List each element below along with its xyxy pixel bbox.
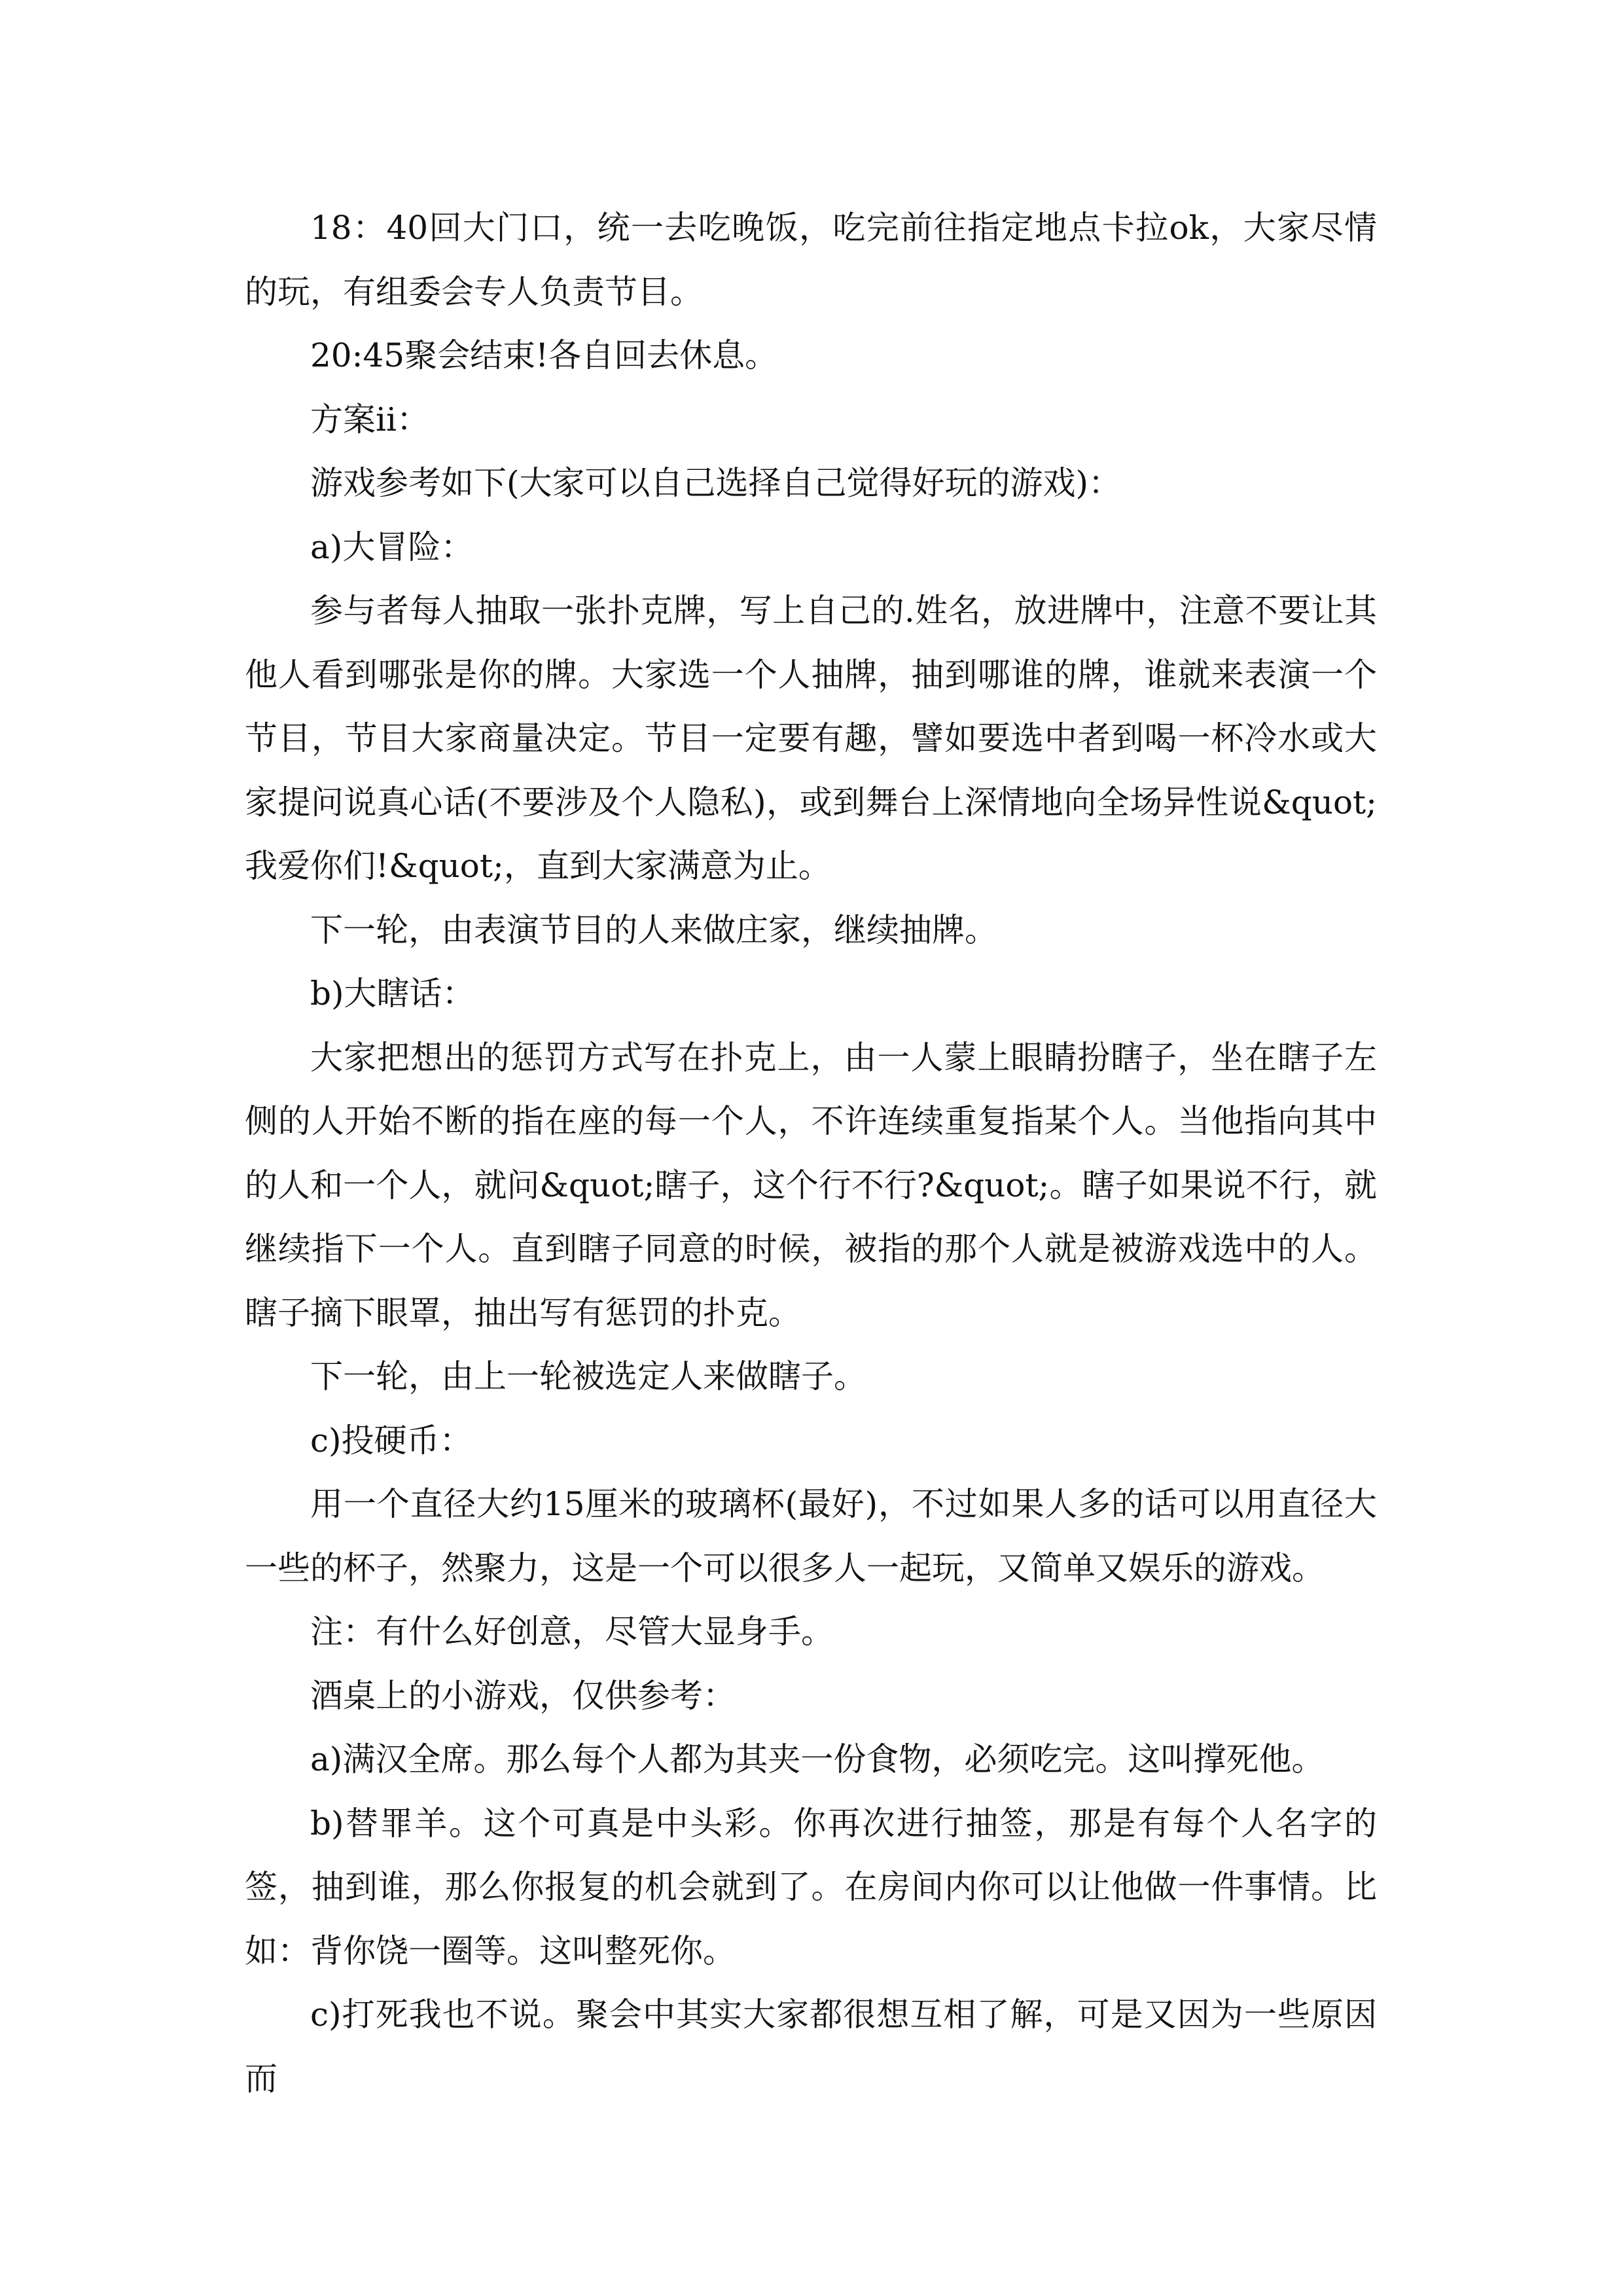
paragraph-table-game-c: c)打死我也不说。聚会中其实大家都很想互相了解，可是又因为一些原因而 — [245, 1996, 1377, 2098]
paragraph-game-a-rules: 参与者每人抽取一张扑克牌，写上自己的.姓名，放进牌中，注意不要让其他人看到哪张是你的牌。大家选一个人抽牌，抽到哪谁的牌，谁就来表演一个节目，节目大家商量决定。节目一定要有趣，譬如要选中者到喝一杯冷水或大家提问说真心话(不要涉及个人隐私)，或到舞台上深情地向全场异性说&quot;我爱你们!&quot;，直到大家满意为止。 — [245, 592, 1377, 885]
paragraph-game-a-title: a)大冒险： — [310, 528, 474, 566]
paragraph-game-a-next-round: 下一轮，由表演节目的人来做庄家，继续抽牌。 — [310, 910, 997, 949]
paragraph-games-intro: 游戏参考如下(大家可以自己选择自己觉得好玩的游戏)： — [310, 464, 1122, 502]
paragraph-game-c-rules: 用一个直径大约15厘米的玻璃杯(最好)，不过如果人多的话可以用直径大一些的杯子，然聚力，这是一个可以很多人一起玩，又简单又娱乐的游戏。 — [245, 1485, 1377, 1587]
paragraph-plan-heading: 方案ii： — [310, 400, 429, 439]
paragraph-note: 注：有什么好创意，尽管大显身手。 — [310, 1613, 834, 1651]
paragraph-game-b-next-round: 下一轮，由上一轮被选定人来做瞎子。 — [310, 1357, 866, 1395]
paragraph-party-end: 20:45聚会结束!各自回去休息。 — [310, 336, 778, 374]
paragraph-table-games-intro: 酒桌上的小游戏，仅供参考： — [310, 1676, 736, 1715]
paragraph-dinner-schedule: 18：40回大门口，统一去吃晚饭，吃完前往指定地点卡拉ok，大家尽情的玩，有组委会专人负责节目。 — [245, 209, 1377, 311]
paragraph-game-b-title: b)大瞎话： — [310, 975, 475, 1013]
paragraph-game-c-title: c)投硬币： — [310, 1421, 473, 1460]
paragraph-game-b-rules: 大家把想出的惩罚方式写在扑克上，由一人蒙上眼睛扮瞎子，坐在瞎子左侧的人开始不断的指在座的每一个人，不许连续重复指某个人。当他指向其中的人和一个人，就问&quot;瞎子，这个行不行?&quot;。瞎子如果说不行，就继续指下一个人。直到瞎子同意的时候，被指的那个人就是被游戏选中的人。瞎子摘下眼罩，抽出写有惩罚的扑克。 — [245, 1038, 1377, 1332]
paragraph-table-game-b: b)替罪羊。这个可真是中头彩。你再次进行抽签，那是有每个人名字的签，抽到谁，那么你报复的机会就到了。在房间内你可以让他做一件事情。比如：背你饶一圈等。这叫整死你。 — [245, 1804, 1377, 1970]
paragraph-table-game-a: a)满汉全席。那么每个人都为其夹一份食物，必须吃完。这叫撑死他。 — [310, 1740, 1325, 1778]
document-body — [245, 196, 1377, 2111]
